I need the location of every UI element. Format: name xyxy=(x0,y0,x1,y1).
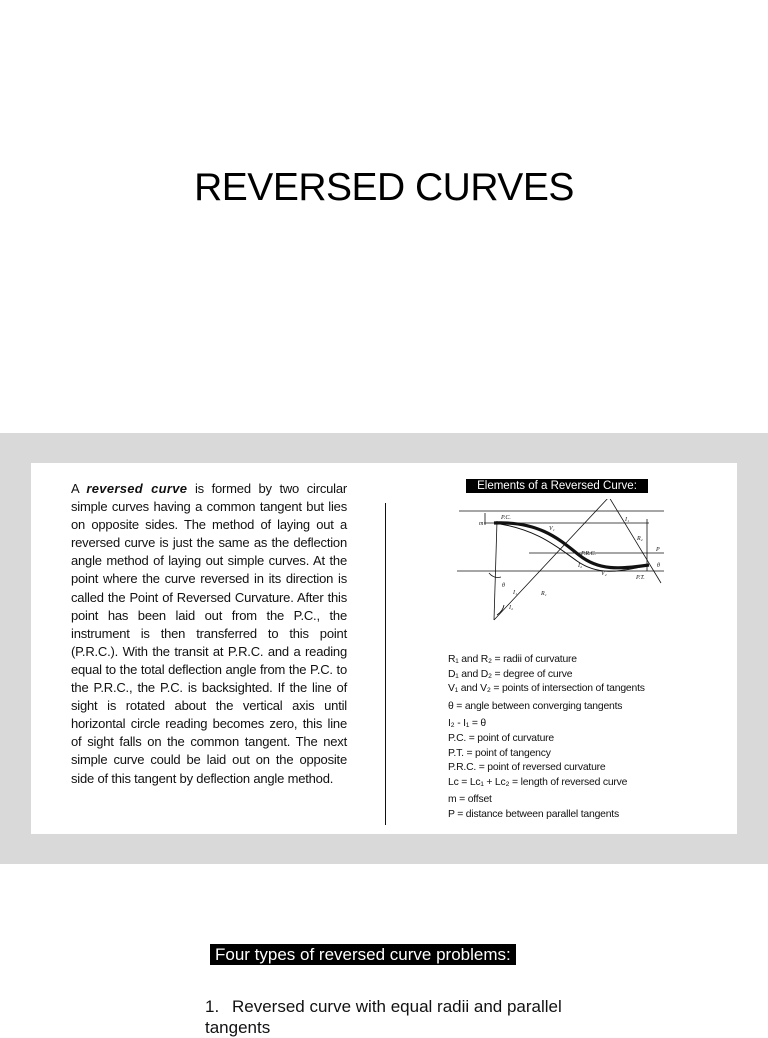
item-text: Reversed curve with equal radii and parallel tangents xyxy=(205,997,562,1037)
radius-line-1 xyxy=(494,521,497,620)
label-pc: P.C. xyxy=(501,515,511,521)
legend-item: P = distance between parallel tangents xyxy=(448,808,619,820)
legend-item: P.T. = point of tangency xyxy=(448,747,551,759)
label-theta-2: θ xyxy=(657,563,660,569)
paragraph-lead: A xyxy=(71,481,79,496)
legend-item: m = offset xyxy=(448,794,492,806)
label-i1-top: I₁ xyxy=(625,517,630,523)
slide-title: REVERSED CURVES xyxy=(194,166,574,209)
label-i1: I₁ xyxy=(513,590,518,596)
label-v1: V₁ xyxy=(549,526,555,532)
description-paragraph xyxy=(71,480,347,788)
label-v2: V₂ xyxy=(601,571,607,577)
reversed-curve-diagram xyxy=(449,499,669,637)
label-i2: I₂ xyxy=(509,605,514,611)
label-theta: θ xyxy=(502,583,505,589)
radius-line-2 xyxy=(494,499,609,620)
reversed-curve-path xyxy=(494,523,649,568)
radius-line-3 xyxy=(609,499,661,583)
label-r1: R₁ xyxy=(541,591,547,597)
legend-item: θ = angle between converging tangents xyxy=(448,700,623,712)
elements-title: Elements of a Reversed Curve: xyxy=(466,479,648,493)
legend-item: R₁ and R₂ = radii of curvature xyxy=(448,654,577,665)
label-m: m xyxy=(479,521,484,527)
label-prc: P.R.C. xyxy=(581,551,597,557)
title-slide xyxy=(0,0,768,433)
label-p: P xyxy=(656,547,660,553)
item-number: 1. xyxy=(205,997,220,1016)
problem-types-slide xyxy=(0,864,768,1037)
legend-item: P.C. = point of curvature xyxy=(448,732,554,744)
content-slide xyxy=(0,433,768,864)
legend-item: P.R.C. = point of reversed curvature xyxy=(448,762,606,774)
column-divider xyxy=(385,503,386,825)
label-pt: P.T. xyxy=(636,575,645,581)
term-reversed-curve: reversed curve xyxy=(86,481,188,496)
legend-item: Lc = Lc₁ + Lc₂ = length of reversed curve xyxy=(448,776,628,788)
paragraph-body: is formed by two circular simple curves having a common tangent but lies on opposite sides. The method of laying out a reversed curve is just the same as the deflection angle method of laying out simple curves. At the point where the curve reversed in its direction is called the Point of Reversed Curvature. After this point has been laid out from the P.C., the instrument is then transferred to this point (P.R.C.). With the transit at P.R.C. and a reading equal to the total deflection angle from the P.C. to the P.R.C., the P.C. is backsighted. If the line of sight is rotated about the vertical axis until horizontal circle reading becomes zero, this line of sight falls on the common tangent. The next simple curve could be laid out on the opposite side of this tangent by deflection angle method. xyxy=(71,481,348,786)
legend-list xyxy=(448,653,645,823)
label-i2-bottom: I₂ xyxy=(578,563,583,569)
scanned-page xyxy=(31,463,737,834)
problem-type-item xyxy=(205,996,580,1038)
legend-item: I₂ - I₁ = θ xyxy=(448,718,486,730)
label-r2: R₂ xyxy=(637,536,643,542)
problem-types-title: Four types of reversed curve problems: xyxy=(210,944,516,965)
legend-item: D₁ and D₂ = degree of curve xyxy=(448,668,573,680)
legend-item: V₁ and V₂ = points of intersection of tangents xyxy=(448,683,645,695)
